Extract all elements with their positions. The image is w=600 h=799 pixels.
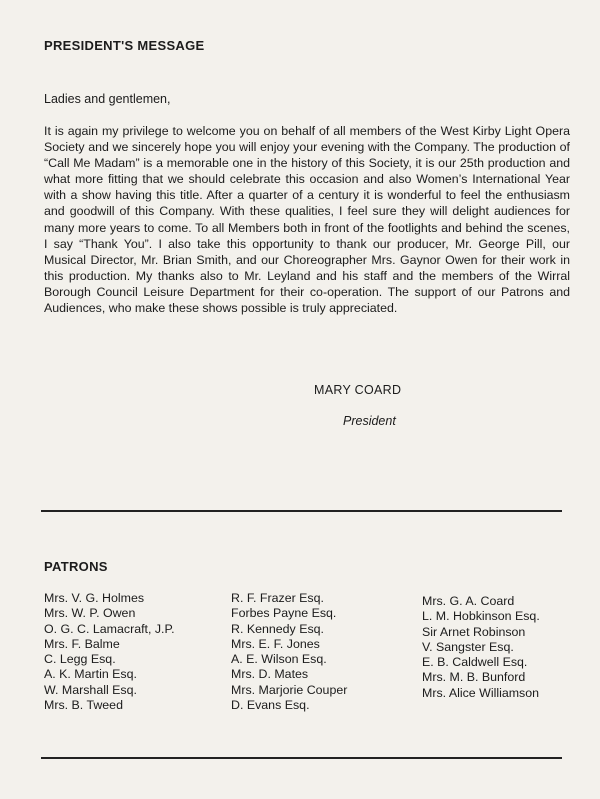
patron-name: Mrs. E. F. Jones: [231, 636, 320, 651]
patrons-column-2: [231, 591, 347, 713]
patron-name: Mrs. B. Tweed: [44, 698, 123, 713]
patron-name: W. Marshall Esq.: [44, 682, 137, 697]
patron-name: A. E. Wilson Esq.: [231, 652, 327, 667]
patron-name: Sir Arnet Robinson: [422, 624, 526, 639]
patron-name: Mrs. M. B. Bunford: [422, 670, 526, 685]
patron-name: D. Evans Esq.: [231, 698, 310, 713]
signature-title: President: [343, 414, 396, 428]
patron-name: A. K. Martin Esq.: [44, 667, 137, 682]
patron-name: Forbes Payne Esq.: [231, 606, 337, 621]
patron-name: O. G. C. Lamacraft, J.P.: [44, 621, 175, 636]
patrons-heading: PATRONS: [44, 559, 108, 574]
patrons-column-1: [44, 591, 175, 713]
patron-name: Mrs. F. Balme: [44, 636, 120, 651]
greeting: Ladies and gentlemen,: [44, 92, 171, 106]
patron-name: E. B. Caldwell Esq.: [422, 655, 528, 670]
patron-name: Mrs. V. G. Holmes: [44, 591, 145, 605]
signature-name: MARY COARD: [314, 383, 402, 397]
patron-name: R. F. Frazer Esq.: [231, 591, 324, 605]
patron-name: Mrs. D. Mates: [231, 667, 309, 682]
patron-name: Mrs. Marjorie Couper: [231, 682, 348, 697]
divider-rule: [41, 757, 562, 759]
patron-name: V. Sangster Esq.: [422, 639, 514, 654]
patrons-column-3: [422, 594, 540, 701]
message-body: It is again my privilege to welcome you on behalf of all members of the West Kirby Light Opera Society and we sincerely hope you will enjoy your evening with the Company. The production of “Call Me Madam” is a memorable one in the history of this Society, it is our 25th production and what more fitting that we should celebrate this occasion and also Women’s International Year with a show having this title. After a quarter of a century it is wonderful to feel the enthusiasm and goodwill of this Company. With these qualities, I feel sure they will delight audiences for many more years to come. To all Members both in front of the footlights and behind the scenes, I say “Thank You”. I also take this opportunity to thank our producer, Mr. George Pill, our Musical Director, Mr. Brian Smith, and our Choreographer Mrs. Gaynor Owen for their work in this production. My thanks also to Mr. Leyland and his staff and the members of the Wirral Borough Council Leisure Department for their co-operation. The support of our Patrons and Audiences, who make these shows possible is truly appreciated.: [44, 124, 570, 316]
patron-name: L. M. Hobkinson Esq.: [422, 609, 540, 624]
patron-name: Mrs. W. P. Owen: [44, 606, 136, 621]
patron-name: C. Legg Esq.: [44, 652, 116, 667]
divider-rule: [41, 510, 562, 512]
patron-name: R. Kennedy Esq.: [231, 621, 324, 636]
patron-name: Mrs. Alice Williamson: [422, 685, 540, 700]
patron-name: Mrs. G. A. Coard: [422, 594, 515, 608]
presidents-message-heading: PRESIDENT'S MESSAGE: [44, 38, 205, 53]
